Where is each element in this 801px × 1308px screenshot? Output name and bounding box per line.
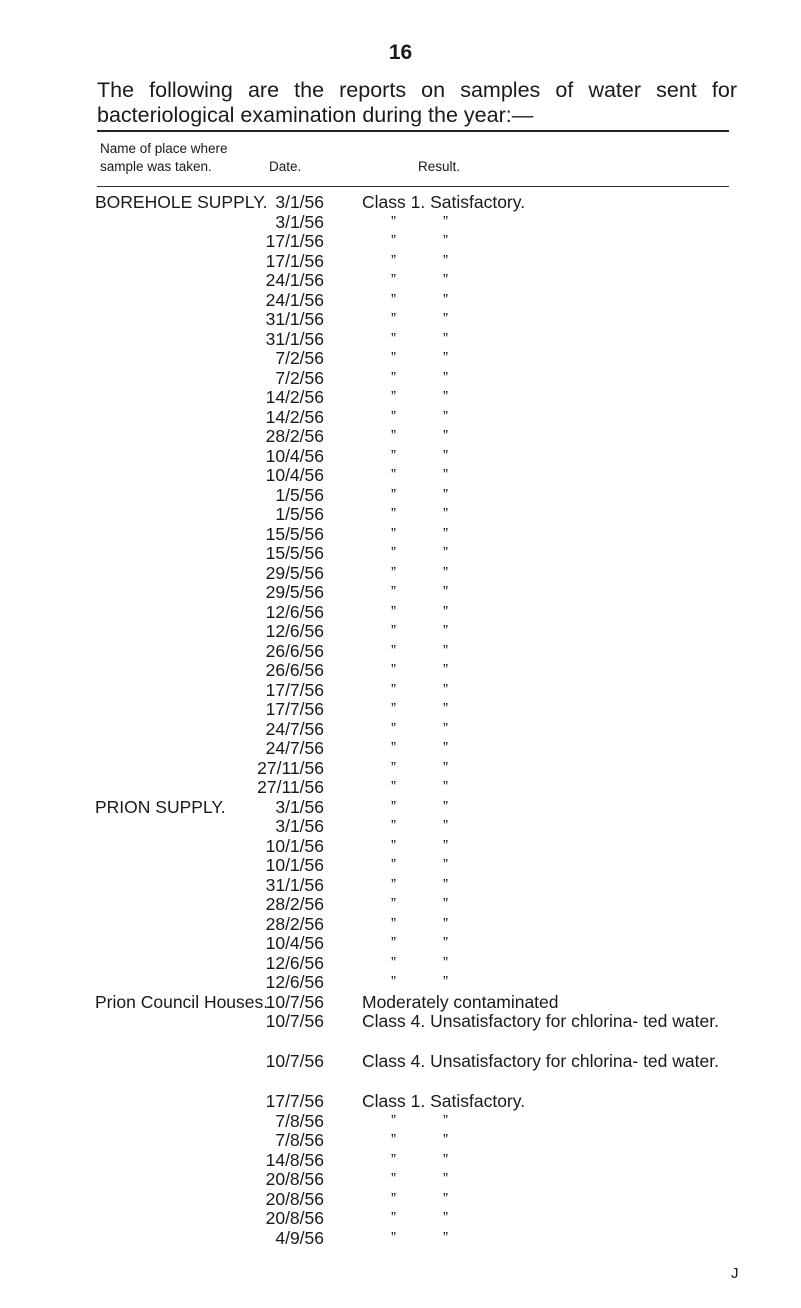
date-cell: 7/2/56 — [275, 348, 324, 368]
ditto-mark: ” — [391, 446, 395, 464]
ditto-mark: ” — [443, 856, 447, 873]
date-cell: 28/2/56 — [265, 426, 324, 446]
date-cell: 4/9/56 — [275, 1227, 324, 1248]
ditto-mark: ” — [443, 368, 447, 386]
ditto-mark: ” — [391, 817, 395, 834]
ditto-mark: ” — [443, 1170, 447, 1187]
ditto-mark: ” — [443, 505, 447, 522]
date-cell: 20/8/56 — [265, 1188, 324, 1209]
ditto-mark: ” — [443, 212, 447, 230]
ditto-mark: ” — [391, 934, 395, 951]
ditto-mark: ” — [391, 719, 395, 737]
result-cell: Moderately contaminated — [362, 991, 559, 1012]
table-row — [0, 330, 801, 350]
ditto-mark: ” — [443, 251, 447, 269]
ditto-mark: ” — [443, 700, 447, 717]
ditto-mark: ” — [391, 310, 395, 327]
ditto-mark: ” — [443, 836, 447, 854]
date-cell: 20/8/56 — [265, 1208, 324, 1228]
col-head-result: Result. — [418, 159, 461, 174]
table-row — [0, 525, 801, 545]
ditto-mark: ” — [443, 739, 447, 756]
ditto-mark: ” — [443, 797, 447, 815]
table-row — [0, 1170, 801, 1190]
table-row — [0, 1052, 801, 1092]
ditto-mark: ” — [443, 329, 447, 347]
result-cell: Class 4. Unsatisfactory for chlorina- ted water. — [362, 1051, 719, 1071]
ditto-mark: ” — [391, 1228, 395, 1246]
table-row — [0, 193, 801, 213]
table-row — [0, 466, 801, 486]
ditto-mark: ” — [391, 466, 395, 483]
ditto-mark: ” — [443, 817, 447, 834]
ditto-mark: ” — [391, 368, 395, 386]
date-cell: 1/5/56 — [275, 504, 324, 524]
table-row — [0, 622, 801, 642]
date-cell: 10/7/56 — [265, 991, 324, 1012]
date-cell: 10/1/56 — [265, 855, 324, 875]
table-row — [0, 700, 801, 720]
result-cell: Class 1. Satisfactory. — [362, 1091, 526, 1111]
table-row — [0, 856, 801, 876]
date-cell: 24/1/56 — [265, 289, 324, 310]
date-cell: 7/8/56 — [275, 1130, 324, 1150]
ditto-mark: ” — [391, 895, 395, 912]
ditto-mark: ” — [443, 622, 447, 639]
table-row — [0, 934, 801, 954]
date-cell: 26/6/56 — [265, 660, 324, 680]
ditto-mark: ” — [391, 583, 395, 600]
ditto-mark: ” — [443, 1111, 447, 1129]
table-row — [0, 661, 801, 681]
ditto-mark: ” — [391, 329, 395, 347]
table-row — [0, 505, 801, 525]
ditto-mark: ” — [391, 232, 395, 249]
table-row — [0, 447, 801, 467]
ditto-mark: ” — [443, 1131, 447, 1148]
ditto-mark: ” — [391, 544, 395, 561]
date-cell: 10/7/56 — [265, 1011, 324, 1031]
ditto-mark: ” — [443, 485, 447, 503]
ditto-mark: ” — [443, 388, 447, 405]
table-row — [0, 739, 801, 759]
ditto-mark: ” — [443, 544, 447, 561]
ditto-mark: ” — [391, 1189, 395, 1207]
ditto-mark: ” — [443, 914, 447, 932]
col-head-place-line2: sample was taken. — [100, 159, 212, 174]
date-cell: 28/2/56 — [265, 894, 324, 914]
date-cell: 12/6/56 — [265, 601, 324, 622]
ditto-mark: ” — [443, 953, 447, 971]
top-rule — [97, 130, 729, 132]
table-row — [0, 954, 801, 974]
date-cell: 24/1/56 — [265, 270, 324, 290]
ditto-mark: ” — [391, 1131, 395, 1148]
ditto-mark: ” — [443, 583, 447, 600]
ditto-mark: ” — [443, 407, 447, 425]
ditto-mark: ” — [391, 778, 395, 795]
table-row — [0, 291, 801, 311]
result-cell: Class 4. Unsatisfactory for chlorina- ted water. — [362, 1011, 719, 1031]
ditto-mark: ” — [443, 310, 447, 327]
table-row — [0, 408, 801, 428]
table-row — [0, 876, 801, 896]
ditto-mark: ” — [443, 934, 447, 951]
ditto-mark: ” — [391, 1150, 395, 1168]
ditto-mark: ” — [443, 758, 447, 776]
ditto-mark: ” — [443, 778, 447, 795]
ditto-mark: ” — [391, 563, 395, 581]
date-cell: 10/7/56 — [265, 1051, 324, 1071]
ditto-mark: ” — [391, 758, 395, 776]
date-cell: 24/7/56 — [265, 718, 324, 739]
date-cell: 26/6/56 — [265, 640, 324, 661]
page-number: 16 — [388, 41, 413, 64]
place-cell: PRION SUPPLY. — [95, 796, 226, 817]
ditto-mark: ” — [443, 563, 447, 581]
ditto-mark: ” — [443, 661, 447, 678]
table-row — [0, 895, 801, 915]
ditto-mark: ” — [391, 407, 395, 425]
date-cell: 17/1/56 — [265, 250, 324, 271]
ditto-mark: ” — [391, 856, 395, 873]
date-cell: 14/8/56 — [265, 1149, 324, 1170]
ditto-mark: ” — [391, 739, 395, 756]
ditto-mark: ” — [391, 251, 395, 269]
ditto-mark: ” — [443, 1189, 447, 1207]
table-row — [0, 720, 801, 740]
ditto-mark: ” — [391, 661, 395, 678]
table-row — [0, 583, 801, 603]
date-cell: 15/5/56 — [265, 523, 324, 544]
ditto-mark: ” — [443, 973, 447, 990]
date-cell: 17/1/56 — [265, 231, 324, 251]
ditto-mark: ” — [443, 719, 447, 737]
ditto-mark: ” — [391, 485, 395, 503]
date-cell: 17/7/56 — [265, 679, 324, 700]
table-row — [0, 232, 801, 252]
date-cell: 10/1/56 — [265, 835, 324, 856]
date-cell: 12/6/56 — [265, 952, 324, 973]
result-cell: Class 1. Satisfactory. — [362, 192, 526, 212]
date-cell: 7/8/56 — [275, 1110, 324, 1131]
date-cell: 10/4/56 — [265, 445, 324, 466]
date-cell: 29/5/56 — [265, 562, 324, 583]
table-row — [0, 544, 801, 564]
date-cell: 3/1/56 — [275, 192, 324, 212]
date-cell: 14/2/56 — [265, 387, 324, 407]
date-cell: 28/2/56 — [265, 913, 324, 934]
ditto-mark: ” — [443, 1228, 447, 1246]
table-row — [0, 778, 801, 798]
table-row — [0, 388, 801, 408]
table-row — [0, 427, 801, 447]
date-cell: 31/1/56 — [265, 874, 324, 895]
ditto-mark: ” — [391, 680, 395, 698]
ditto-mark: ” — [391, 427, 395, 444]
table-row — [0, 310, 801, 330]
date-cell: 17/7/56 — [265, 1091, 324, 1111]
ditto-mark: ” — [391, 797, 395, 815]
ditto-mark: ” — [391, 1209, 395, 1226]
ditto-mark: ” — [391, 505, 395, 522]
date-cell: 3/1/56 — [275, 816, 324, 836]
ditto-mark: ” — [391, 953, 395, 971]
table-row — [0, 1012, 801, 1052]
table-row — [0, 1190, 801, 1210]
ditto-mark: ” — [391, 914, 395, 932]
ditto-mark: ” — [391, 1170, 395, 1187]
ditto-mark: ” — [391, 212, 395, 230]
ditto-mark: ” — [443, 1150, 447, 1168]
table-row — [0, 213, 801, 233]
ditto-mark: ” — [391, 271, 395, 288]
ditto-mark: ” — [391, 973, 395, 990]
table-row — [0, 837, 801, 857]
ditto-mark: ” — [443, 427, 447, 444]
date-cell: 3/1/56 — [275, 796, 324, 817]
date-cell: 27/11/56 — [257, 777, 324, 797]
corner-mark: J — [731, 1265, 739, 1282]
table-row — [0, 817, 801, 837]
table-row — [0, 973, 801, 993]
ditto-mark: ” — [391, 875, 395, 893]
date-cell: 20/8/56 — [265, 1169, 324, 1189]
table-row — [0, 603, 801, 623]
date-cell: 10/4/56 — [265, 933, 324, 953]
table-row — [0, 993, 801, 1013]
ditto-mark: ” — [443, 232, 447, 249]
ditto-mark: ” — [443, 895, 447, 912]
col-head-date: Date. — [269, 159, 302, 174]
table-row — [0, 369, 801, 389]
date-cell: 15/5/56 — [265, 543, 324, 563]
ditto-mark: ” — [443, 602, 447, 620]
sample-table — [0, 193, 801, 1248]
table-row — [0, 1229, 801, 1249]
ditto-mark: ” — [391, 622, 395, 639]
date-cell: 12/6/56 — [265, 621, 324, 641]
date-cell: 12/6/56 — [265, 972, 324, 992]
ditto-mark: ” — [443, 524, 447, 542]
header-rule — [97, 186, 729, 187]
ditto-mark: ” — [391, 388, 395, 405]
date-cell: 7/2/56 — [275, 367, 324, 388]
date-cell: 24/7/56 — [265, 738, 324, 758]
ditto-mark: ” — [391, 1111, 395, 1129]
ditto-mark: ” — [443, 271, 447, 288]
ditto-mark: ” — [443, 349, 447, 366]
table-row — [0, 759, 801, 779]
table-row — [0, 271, 801, 291]
date-cell: 31/1/56 — [265, 309, 324, 329]
date-cell: 17/7/56 — [265, 699, 324, 719]
ditto-mark: ” — [443, 466, 447, 483]
place-cell: Prion Council Houses. — [95, 991, 269, 1012]
table-row — [0, 1131, 801, 1151]
ditto-mark: ” — [443, 641, 447, 659]
ditto-mark: ” — [391, 349, 395, 366]
ditto-mark: ” — [391, 524, 395, 542]
date-cell: 29/5/56 — [265, 582, 324, 602]
col-head-place-line1: Name of place where — [100, 141, 228, 156]
date-cell: 10/4/56 — [265, 465, 324, 485]
table-row — [0, 252, 801, 272]
table-row — [0, 349, 801, 369]
ditto-mark: ” — [443, 446, 447, 464]
table-row — [0, 798, 801, 818]
date-cell: 14/2/56 — [265, 406, 324, 427]
ditto-mark: ” — [391, 641, 395, 659]
date-cell: 31/1/56 — [265, 328, 324, 349]
table-row — [0, 564, 801, 584]
ditto-mark: ” — [391, 700, 395, 717]
date-cell: 27/11/56 — [257, 757, 324, 778]
table-row — [0, 915, 801, 935]
table-row — [0, 642, 801, 662]
table-row — [0, 1209, 801, 1229]
table-row — [0, 1112, 801, 1132]
table-row — [0, 681, 801, 701]
ditto-mark: ” — [443, 680, 447, 698]
ditto-mark: ” — [443, 1209, 447, 1226]
table-row — [0, 1092, 801, 1112]
ditto-mark: ” — [443, 875, 447, 893]
place-cell: BOREHOLE SUPPLY. — [95, 192, 268, 212]
table-row — [0, 1151, 801, 1171]
ditto-mark: ” — [391, 602, 395, 620]
table-row — [0, 486, 801, 506]
ditto-mark: ” — [443, 290, 447, 308]
date-cell: 3/1/56 — [275, 211, 324, 232]
ditto-mark: ” — [391, 836, 395, 854]
ditto-mark: ” — [391, 290, 395, 308]
date-cell: 1/5/56 — [275, 484, 324, 505]
intro-text: The following are the reports on samples of water sent for bacteriological examination during the year:— — [97, 78, 737, 127]
